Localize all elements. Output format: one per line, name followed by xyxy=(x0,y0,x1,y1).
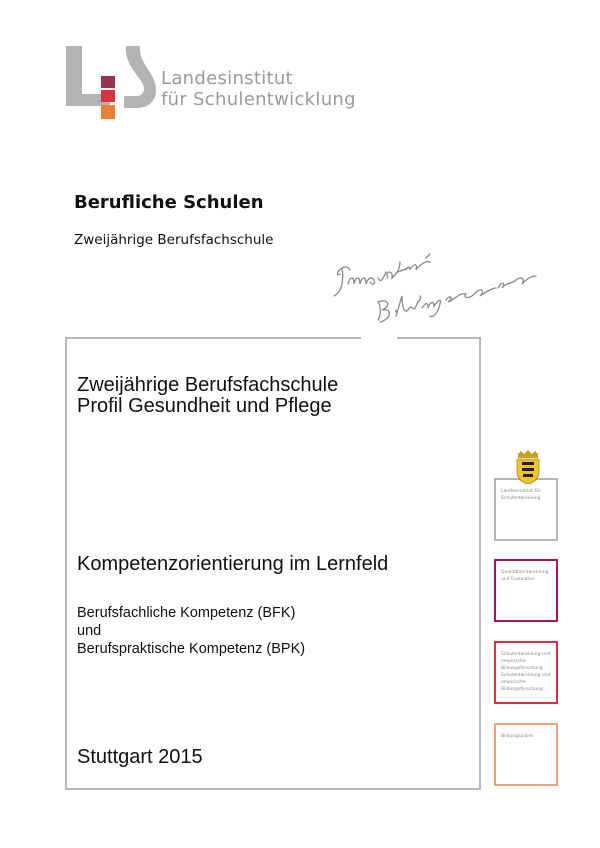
baden-wuerttemberg-crest-icon xyxy=(515,450,541,484)
cover-subtitle: Kompetenzorientierung im Lernfeld xyxy=(77,553,389,575)
logo-line2: für Schulentwicklung xyxy=(161,89,356,110)
side-box-label: Bildungspläne xyxy=(501,734,533,739)
side-box-bildungsplaene xyxy=(494,723,558,786)
lis-logo-mark-icon xyxy=(64,44,159,124)
cover-detail-line3: Berufspraktische Kompetenz (BPK) xyxy=(77,641,306,657)
section-title: Berufliche Schulen xyxy=(74,192,264,213)
signature-innovativer-bildungsservice-icon xyxy=(330,240,570,340)
side-box-schulentwicklung xyxy=(494,641,558,704)
cover-detail-line1: Berufsfachliche Kompetenz (BFK) xyxy=(77,605,296,621)
lis-logo xyxy=(64,44,364,124)
side-box-label: Qualitätsentwicklung und Evaluation xyxy=(501,570,549,582)
side-box-qualitaetsentwicklung xyxy=(494,559,558,622)
cover-title-line1: Zweijährige Berufsfachschule xyxy=(77,374,339,396)
side-box-label: Schulentwicklung und empirische Bildungsforschung Schulentwicklung und empirische Bildungsforschung xyxy=(501,652,551,692)
side-box-label: Landesinstitut für Schulentwicklung xyxy=(501,489,541,501)
cover-place-year: Stuttgart 2015 xyxy=(77,746,203,768)
section-subtitle: Zweijährige Berufsfachschule xyxy=(74,232,274,248)
cover-title-line2: Profil Gesundheit und Pflege xyxy=(77,395,332,417)
side-box-landesinstitut xyxy=(494,478,558,541)
logo-line1: Landesinstitut xyxy=(161,68,293,89)
cover-detail-line2: und xyxy=(77,623,102,639)
logo-text xyxy=(161,68,356,110)
